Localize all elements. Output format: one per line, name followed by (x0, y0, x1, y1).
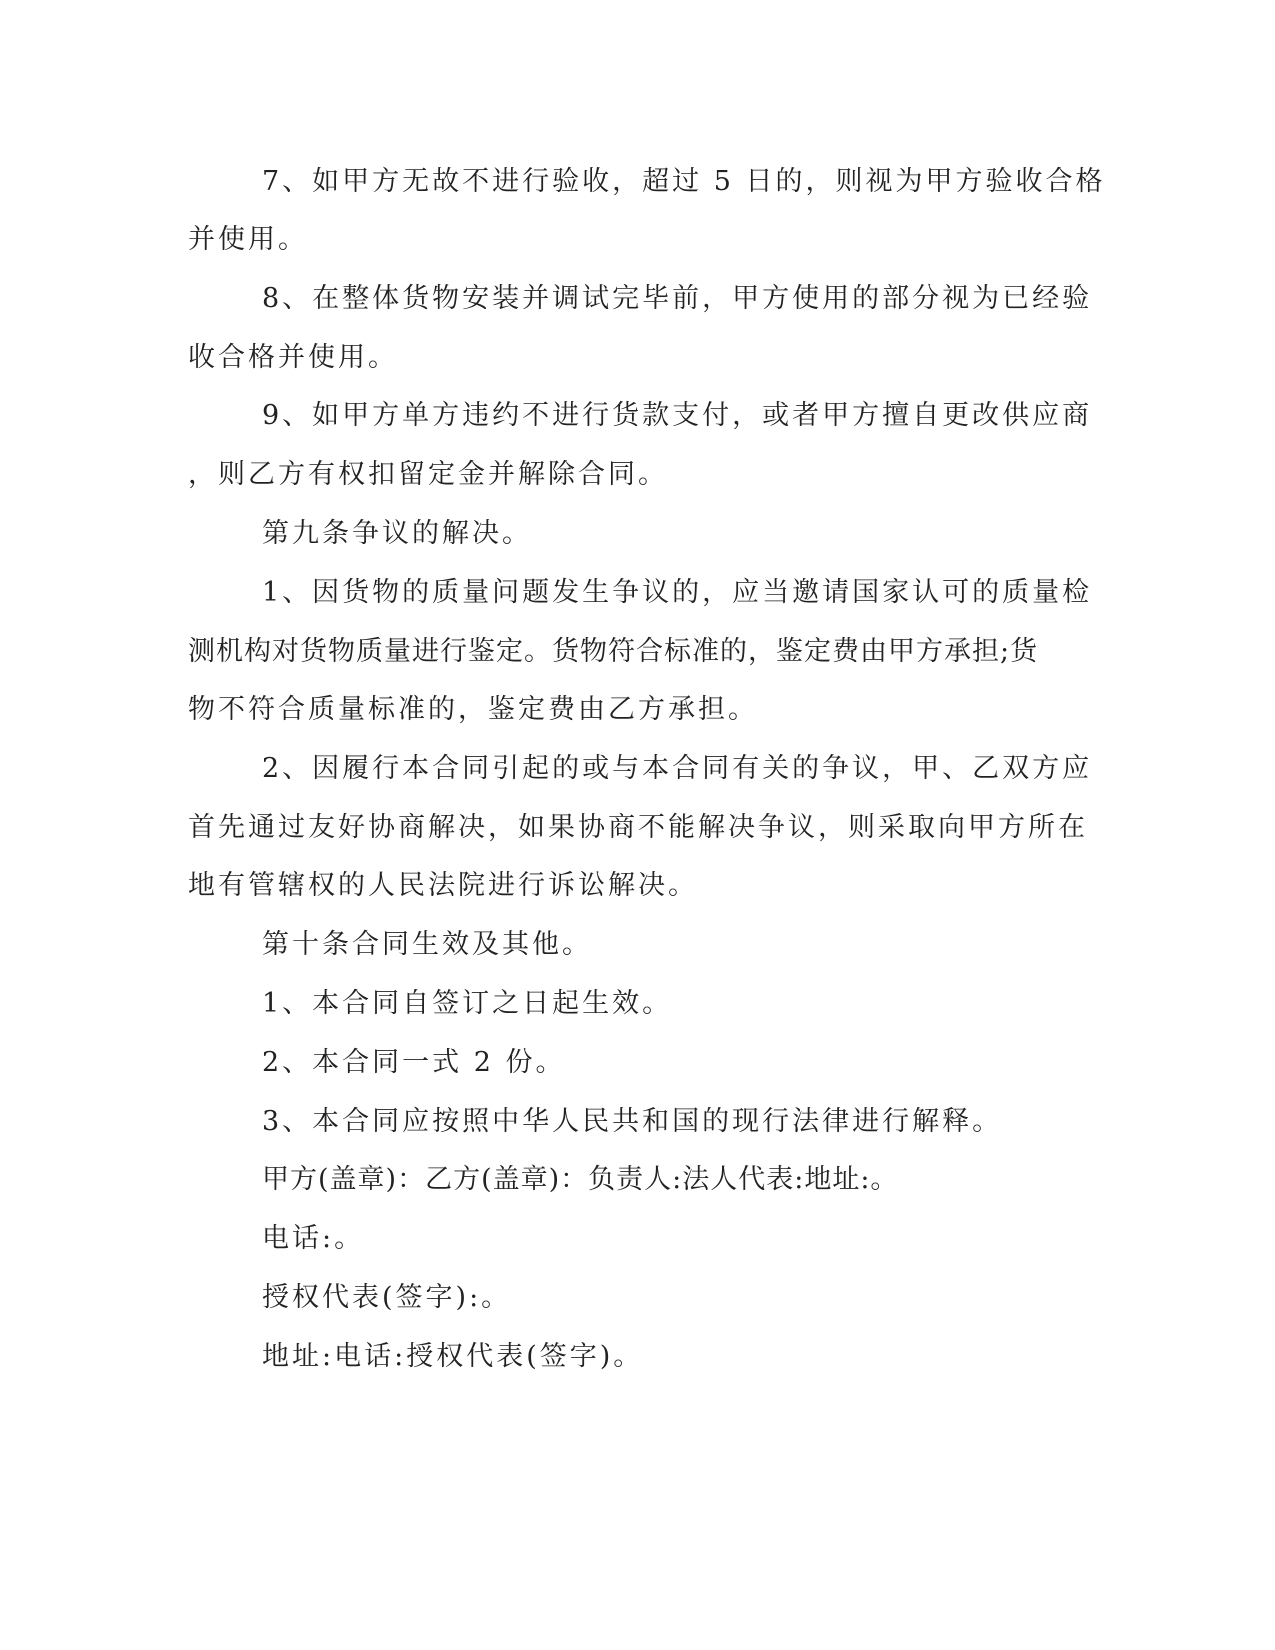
article-9-item-1-line-2: 测机构对货物质量进行鉴定。货物符合标准的，鉴定费由甲方承担;货 (188, 636, 1039, 667)
address-phone-rep-line: 地址:电话:授权代表(签字)。 (262, 1341, 644, 1372)
article-9-item-2-line-3: 地有管辖权的人民法院进行诉讼解决。 (188, 870, 698, 901)
signature-parties-line: 甲方(盖章)：乙方(盖章)：负责人:法人代表:地址:。 (262, 1164, 899, 1195)
clause-8-line-1: 8、在整体货物安装并调试完毕前，甲方使用的部分视为已经验 (262, 283, 1093, 314)
article-9-heading: 第九条争议的解决。 (262, 518, 532, 549)
clause-8-line-2: 收合格并使用。 (188, 342, 398, 373)
article-10-item-3: 3、本合同应按照中华人民共和国的现行法律进行解释。 (262, 1106, 1003, 1137)
article-10-item-2: 2、本合同一式 2 份。 (262, 1047, 566, 1078)
authorized-rep-line: 授权代表(签字):。 (262, 1282, 512, 1313)
article-9-item-2-line-2: 首先通过友好协商解决，如果协商不能解决争议，则采取向甲方所在 (188, 812, 1088, 843)
article-10-item-1: 1、本合同自签订之日起生效。 (262, 988, 673, 1019)
clause-7-line-1: 7、如甲方无故不进行验收，超过 5 日的，则视为甲方验收合格 (262, 166, 1106, 197)
clause-9-line-1: 9、如甲方单方违约不进行货款支付，或者甲方擅自更改供应商 (262, 400, 1093, 431)
clause-7-line-2: 并使用。 (188, 224, 308, 255)
clause-9-line-2: ，则乙方有权扣留定金并解除合同。 (188, 459, 668, 490)
phone-line: 电话:。 (262, 1223, 365, 1254)
article-9-item-1-line-1: 1、因货物的质量问题发生争议的，应当邀请国家认可的质量检 (262, 577, 1093, 608)
article-10-heading: 第十条合同生效及其他。 (262, 929, 592, 960)
article-9-item-2-line-1: 2、因履行本合同引起的或与本合同有关的争议，甲、乙双方应 (262, 753, 1093, 784)
article-9-item-1-line-3: 物不符合质量标准的，鉴定费由乙方承担。 (188, 694, 758, 725)
